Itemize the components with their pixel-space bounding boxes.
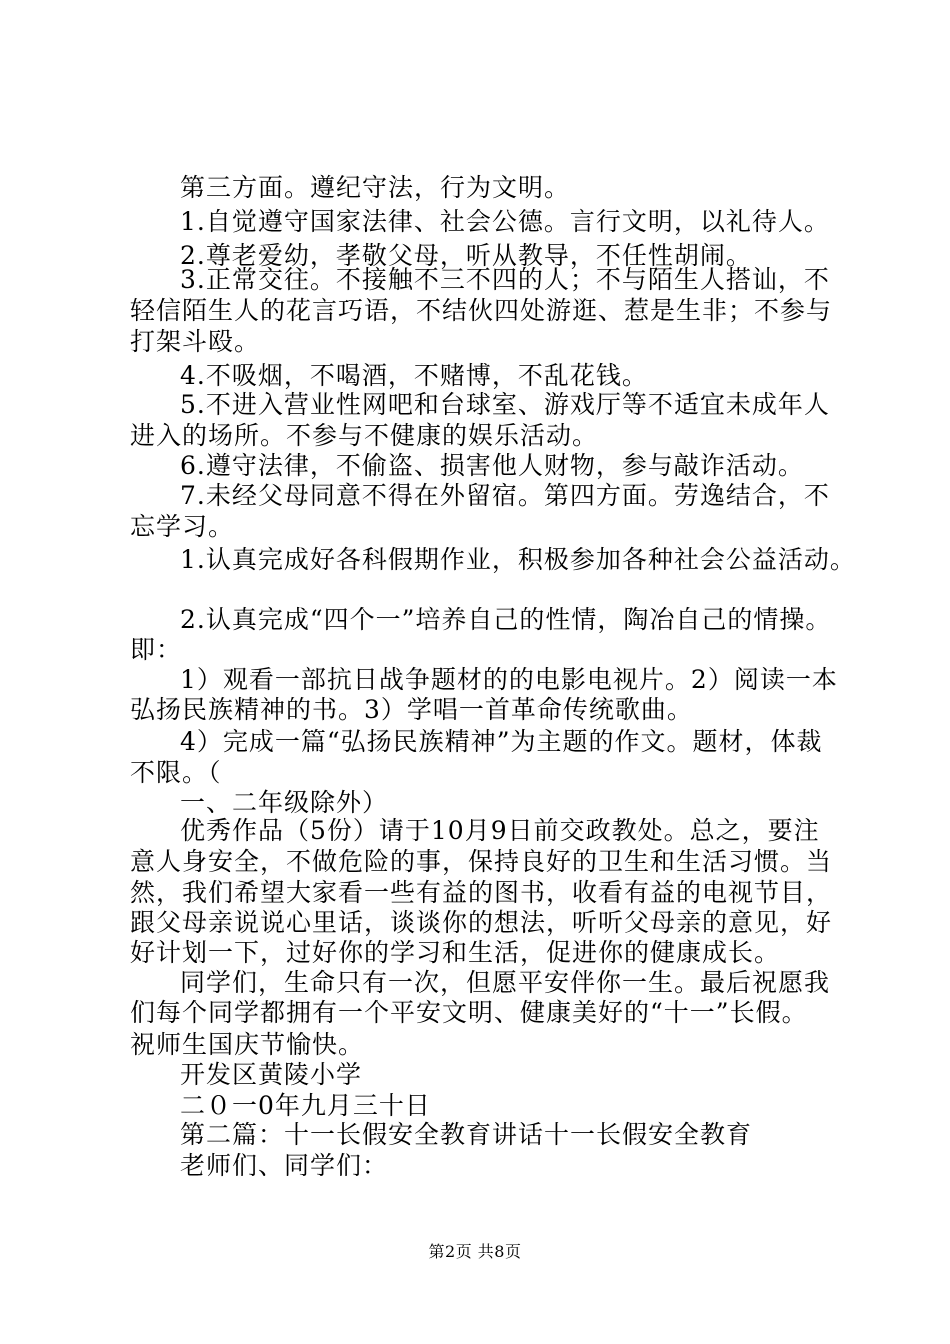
body-line: 1）观看一部抗日战争题材的的电影电视片。2）阅读一本	[180, 665, 838, 694]
body-line: 2.尊老爱幼，孝敬父母，听从教导，不任性胡闹。	[180, 241, 752, 270]
body-line: 弘扬民族精神的书。3）学唱一首革命传统歌曲。	[130, 695, 693, 724]
body-line: 5.不进入营业性网吧和台球室、游戏厅等不适宜未成年人	[180, 390, 830, 419]
body-line: 一、二年级除外）	[180, 788, 389, 817]
body-line: 2.认真完成“四个一”培养自己的性情，陶冶自己的情操。	[180, 605, 832, 634]
page-number-footer: 第2页 共8页	[428, 1242, 522, 1261]
body-line: 优秀作品（5份）请于10月9日前交政教处。总之，要注	[180, 816, 820, 845]
body-line: 4.不吸烟，不喝酒，不赌博，不乱花钱。	[180, 361, 648, 390]
body-line: 进入的场所。不参与不健康的娱乐活动。	[130, 421, 599, 450]
body-line: 祝师生国庆节愉快。	[130, 1030, 365, 1059]
body-line: 们每个同学都拥有一个平安文明、健康美好的“十一”长假。	[130, 998, 808, 1027]
body-line: 意人身安全，不做危险的事，保持良好的卫生和生活习惯。当	[130, 847, 833, 876]
section-heading: 第二篇：十一长假安全教育讲话十一长假安全教育	[180, 1120, 753, 1149]
signature-date: 二０一0年九月三十日	[180, 1091, 431, 1120]
body-line: 跟父母亲说说心里话，谈谈你的想法，听听父母亲的意见，好	[130, 908, 833, 937]
body-line: 6.遵守法律，不偷盗、损害他人财物，参与敲诈活动。	[180, 451, 804, 480]
body-line: 忘学习。	[130, 512, 235, 541]
body-line: 1.自觉遵守国家法律、社会公德。言行文明，以礼待人。	[180, 207, 830, 236]
body-line: 打架斗殴。	[130, 327, 261, 356]
body-line: 然，我们希望大家看一些有益的图书，收看有益的电视节目，	[130, 878, 833, 907]
body-line: 同学们，生命只有一次，但愿平安伴你一生。最后祝愿我	[180, 968, 831, 997]
body-line: 1.认真完成好各科假期作业，积极参加各种社会公益活动。	[180, 545, 856, 574]
body-line: 第三方面。遵纪守法，行为文明。	[180, 173, 571, 202]
body-line: 4）完成一篇“弘扬民族精神”为主题的作文。题材，体裁	[180, 727, 823, 756]
body-line: 3.正常交往。不接触不三不四的人；不与陌生人搭讪，不	[180, 265, 830, 294]
body-line: 即：	[130, 635, 183, 664]
body-line: 轻信陌生人的花言巧语，不结伙四处游逛、惹是生非；不参与	[130, 296, 833, 325]
body-line: 7.未经父母同意不得在外留宿。第四方面。劳逸结合，不	[180, 481, 830, 510]
body-line: 好计划一下，过好你的学习和生活，促进你的健康成长。	[130, 938, 781, 967]
signature-school: 开发区黄陵小学	[180, 1060, 363, 1089]
salutation: 老师们、同学们：	[180, 1151, 389, 1180]
body-line: 不限。（	[130, 758, 222, 787]
